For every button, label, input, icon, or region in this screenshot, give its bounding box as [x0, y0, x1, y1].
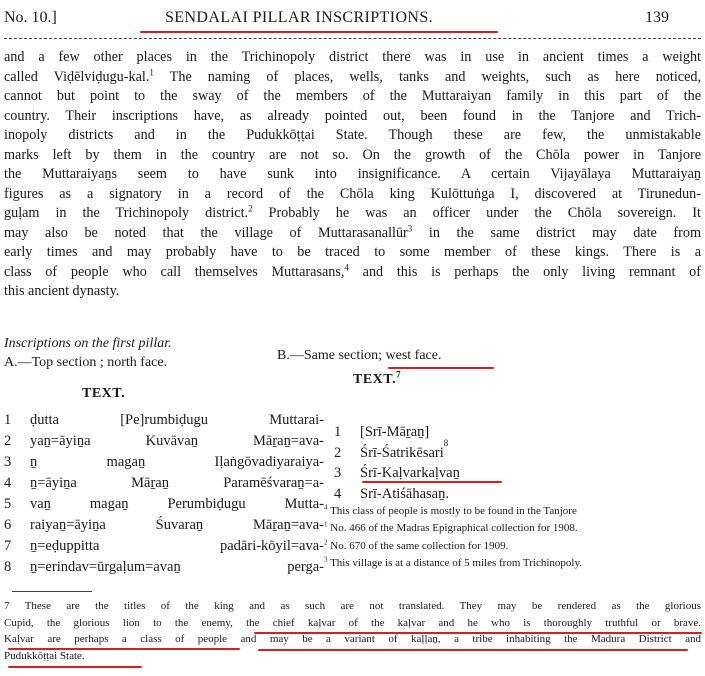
paragraph-line: and a few other places in the Trichinopoly district there was in use in ancient times a weight [4, 49, 701, 65]
text-heading-label: TEXT. [353, 372, 397, 387]
red-underline-kalvarkalvan [362, 481, 502, 483]
line-text: Śrī-Śatrikēsari [360, 444, 444, 461]
footnote-text: No. 670 of the same collection for 1909. [330, 539, 509, 552]
line-text: ṉ magaṉ Iḷaṅgōvadiyaraiya- [30, 454, 324, 470]
paragraph-text: and this is perhaps the only living remnant of [348, 263, 701, 280]
paragraph-text: in the same district may date from [412, 224, 702, 241]
line-number: 1 [4, 412, 12, 428]
footnote-ref: 1 [149, 66, 154, 77]
inscription-line [4, 410, 324, 431]
footnote-ref: 2 [248, 203, 253, 214]
paragraph-line: marks left by them in the country are not so. On the growth of the Chōla power in Tanjore [4, 146, 701, 163]
line-text: ṉ=āyiṉa Māṟaṉ Paramēśvaraṉ=a- [30, 475, 324, 491]
section-b-label [277, 348, 441, 364]
red-underline-footnote-2b [258, 649, 688, 651]
line-number: 4 [4, 475, 12, 491]
footnote [324, 520, 702, 537]
line-number: 8 [4, 559, 12, 575]
footnote-text: This class of people is mostly to be found in the Tanjore [330, 505, 577, 517]
line-number: 7 [4, 538, 12, 554]
page-number: 139 [645, 9, 669, 26]
line-text: ṉ=erindav=ūrgaḷum=avaṉ perga- [30, 559, 324, 575]
paragraph-text: The naming of places, wells, tanks and weights, such as here noticed, [153, 68, 702, 85]
paragraph-line: early times and may probably have to be traced to some member of these kings. There is a [4, 244, 701, 260]
red-underline-title [140, 31, 498, 33]
inscription-line [4, 557, 324, 578]
line-number: 3 [334, 465, 342, 481]
footnote-mark: 2 [324, 537, 328, 546]
footnote-text: No. 466 of the Madras Epigraphical collection for 1908. [330, 522, 578, 535]
line-text: ṉ=eḍuppitta padāri-kōyil=ava- [30, 538, 324, 554]
paragraph-line [4, 224, 701, 244]
footnote-mark: 4 [324, 503, 328, 512]
page-footnotes [324, 503, 702, 572]
red-underline-footnote-2a [8, 648, 240, 650]
footnote [324, 555, 702, 572]
footnote-ref: 7 [396, 369, 402, 380]
footnote-divider [12, 591, 92, 592]
paragraph-line [4, 263, 701, 283]
paragraph-text: called Viḍēlviḍugu-kal. [4, 68, 150, 85]
inscription-line [4, 473, 324, 494]
paragraph-line: cannot but point to the sway of the members of the Muttaraiyan family in this part of the [4, 88, 701, 104]
section-heading: Inscriptions on the first pillar. [4, 336, 172, 351]
line-number: 1 [334, 424, 342, 440]
text-heading-b [353, 369, 402, 388]
issue-number: No. 10.] [4, 9, 57, 26]
line-number: 5 [4, 496, 12, 512]
translation-footnote [4, 598, 701, 664]
line-number: 4 [334, 485, 342, 502]
paragraph-line: the Muttaraiyaṉs seem to have sunk into insignificance. A certain Vijayālaya Muttaraiyaṉ [4, 166, 701, 182]
footnote-ref: 3 [407, 222, 413, 233]
line-number: 3 [4, 454, 12, 470]
footnote-ref: 4 [344, 261, 349, 272]
line-number: 6 [4, 517, 12, 533]
red-underline-section-b [388, 367, 494, 369]
text-heading-a: TEXT. [82, 386, 126, 401]
footnote [324, 503, 702, 520]
inscription-b-column [334, 422, 564, 504]
inscription-line [4, 431, 324, 452]
line-text: [Srī-Māṟaṉ] [360, 424, 430, 440]
paragraph-line: country. Their inscriptions have, as already pointed out, been found in the Tanjore and Trich- [4, 107, 701, 124]
section-b-label-part1: B.—Same section [277, 348, 379, 363]
intro-paragraph [4, 48, 701, 302]
inscription-line [334, 437, 564, 464]
inscription-line [4, 452, 324, 473]
section-a-label: A.—Top section ; north face. [4, 355, 168, 370]
inscription-line [4, 536, 324, 557]
footnote-mark: 3 [324, 555, 328, 564]
inscription-line [334, 484, 564, 505]
line-text: Srī-Atiśāhasaṉ. [360, 485, 449, 502]
footnote [324, 538, 702, 555]
line-text: Śrī-Kaḷvarkaḷvaṉ [360, 465, 460, 481]
inscription-line [334, 422, 564, 443]
paragraph-line [4, 68, 701, 88]
header-divider [4, 38, 701, 39]
footnote-line: Kaḷvar are perhaps a class of people and may be a variant of kaḷḷaṉ, a tribe inhabiting the Madura District and [4, 633, 701, 645]
inscription-line [4, 515, 324, 536]
line-number: 2 [4, 433, 12, 449]
footnote-line: Pudukkōṭṭai State. [4, 649, 85, 662]
red-underline-footnote-3 [8, 666, 142, 668]
page-title: SENDALAI PILLAR INSCRIPTIONS. [165, 9, 434, 26]
line-number: 2 [334, 444, 342, 461]
line-text: yaṉ=āyiṉa Kuvāvaṉ Māṟaṉ=ava- [30, 433, 324, 449]
inscription-a-column [4, 410, 324, 578]
footnote-text: This village is at a distance of 5 miles from Trichinopoly. [330, 556, 583, 569]
inscription-line [4, 494, 324, 515]
paragraph-text: may also be noted that the village of Muttarasanallūr [4, 224, 408, 241]
footnote-line: 7 These are the titles of the king and as such are not translated. They may be rendered as the glorious [4, 600, 701, 612]
paragraph-line [4, 204, 701, 224]
paragraph-line: inopoly districts and in the Pudukkōṭṭai State. Though these are few, the unmistakable [4, 127, 701, 143]
paragraph-text: Probably he was an officer under the Chōla sovereign. It [252, 205, 701, 221]
paragraph-text: guḷam in the Trichinopoly district. [4, 205, 249, 221]
footnote-line: Cupid, the glorious lion to the enemy, the chief kaḷvar of the kaḷvar and he who is thoroughly truthful or brave. [4, 616, 701, 629]
red-underline-footnote-1 [254, 632, 702, 634]
line-text: vaṉ magaṉ Perumbiḍugu Mutta- [30, 496, 324, 512]
footnote-mark: 1 [324, 520, 328, 529]
line-text: raiyaṉ=āyiṉa Śuvaraṉ Māṟaṉ=ava- [30, 517, 324, 533]
paragraph-line: figures as a signatory in a record of the Chōla king Kulōttuṅga I, discovered at Tirunedun- [4, 185, 701, 202]
footnote-ref: 8 [443, 437, 449, 448]
paragraph-text: class of people who call themselves Muttarasans, [4, 263, 345, 280]
paragraph-line: this ancient dynasty. [4, 283, 120, 299]
line-text: ḍutta [Pe]rumbiḍugu Muttarai- [30, 412, 324, 428]
section-b-label-part2: ; west face. [378, 348, 442, 363]
